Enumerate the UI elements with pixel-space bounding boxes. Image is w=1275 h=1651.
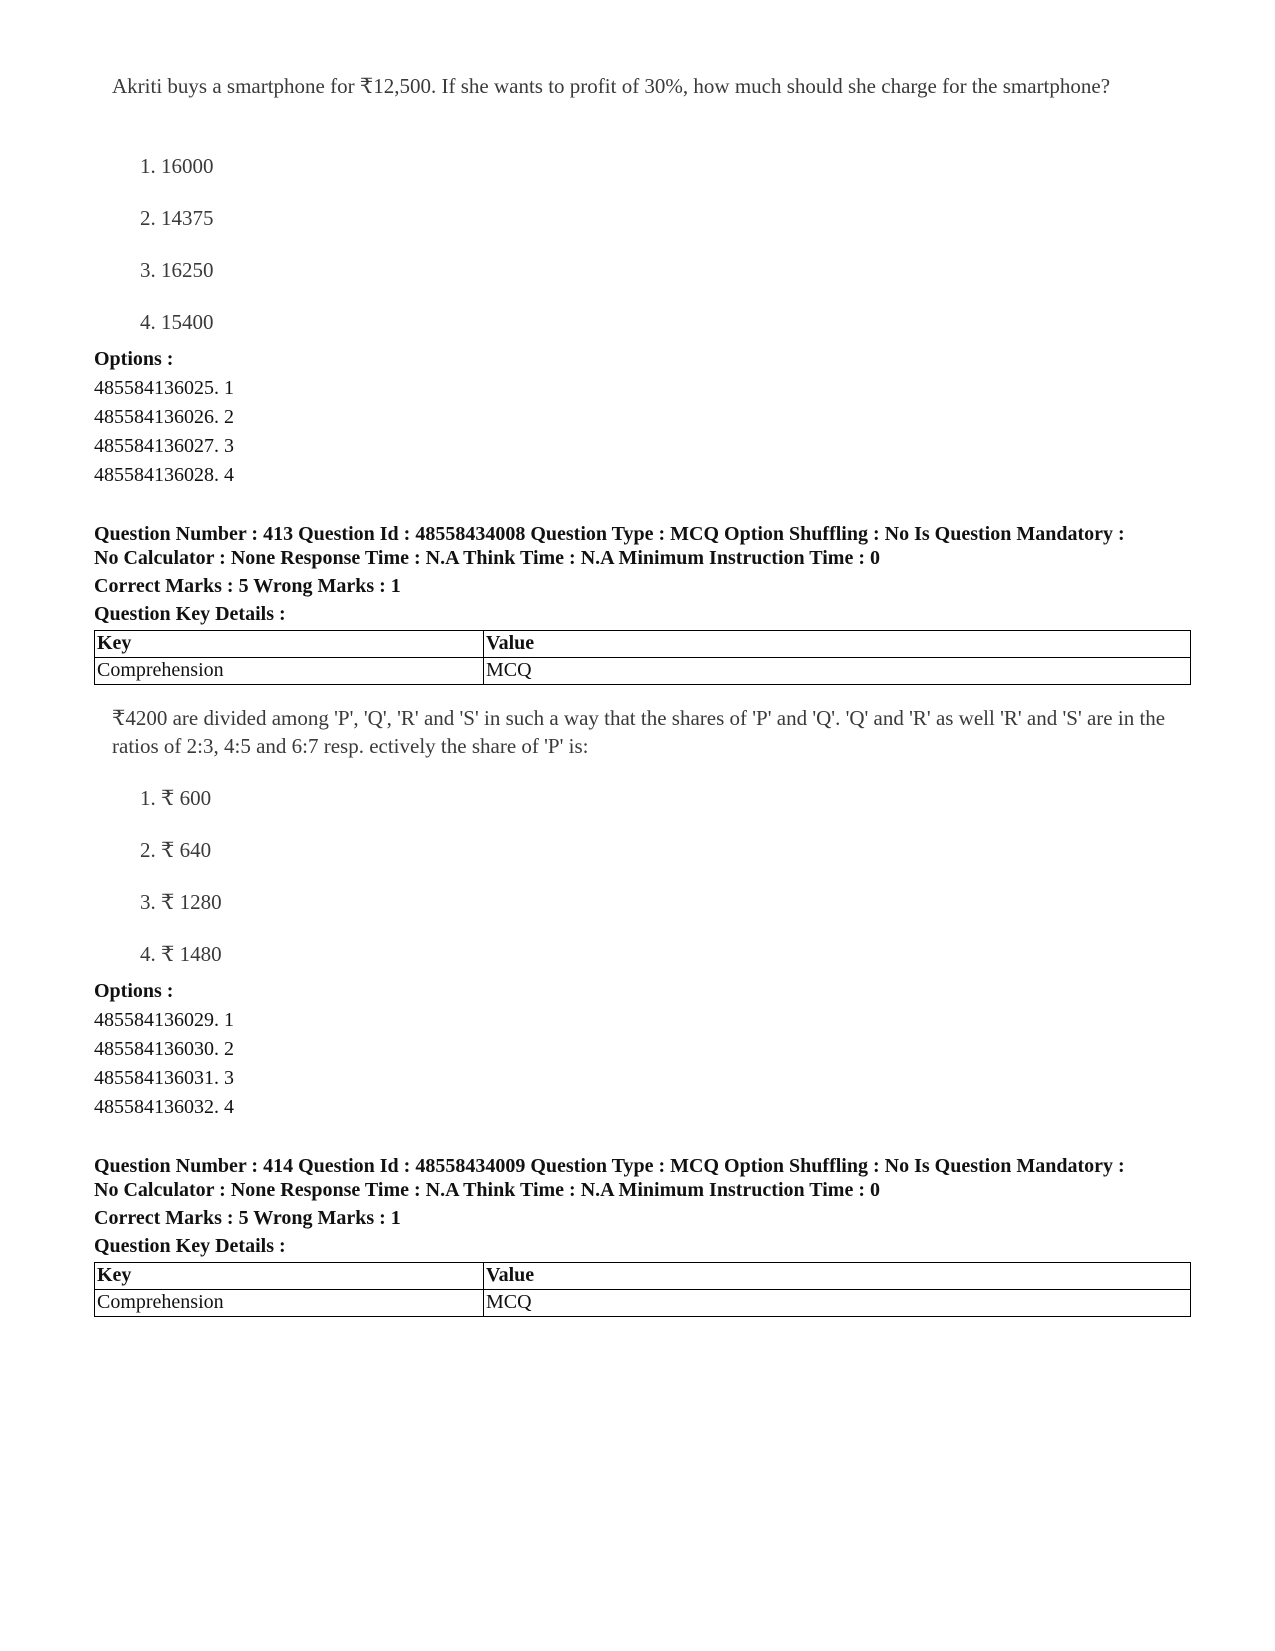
meta-line: No Calculator : None Response Time : N.A Think Time : N.A Minimum Instruction Time : 0 bbox=[94, 547, 880, 569]
key-details-label: Question Key Details : bbox=[94, 603, 286, 625]
choice-4: 4. 15400 bbox=[140, 310, 214, 334]
table-row bbox=[95, 631, 1191, 658]
meta-line: Question Number : 414 Question Id : 48558434009 Question Type : MCQ Option Shuffling : No Is Question Mandatory : bbox=[94, 1155, 1125, 1177]
choice-2: 2. ₹ 640 bbox=[140, 838, 212, 862]
question-text: Akriti buys a smartphone for ₹12,500. If she wants to profit of 30%, how much should she charge for the smartphone? bbox=[112, 74, 1111, 98]
options-label: Options : bbox=[94, 980, 174, 1002]
option-id: 485584136029. 1 bbox=[94, 1009, 234, 1031]
option-id: 485584136031. 3 bbox=[94, 1067, 234, 1089]
key-details-table-413 bbox=[94, 630, 1191, 685]
key-header: Key bbox=[95, 631, 484, 658]
key-details-table-414 bbox=[94, 1262, 1191, 1317]
option-id: 485584136028. 4 bbox=[94, 464, 234, 486]
meta-line: Question Number : 413 Question Id : 48558434008 Question Type : MCQ Option Shuffling : No Is Question Mandatory : bbox=[94, 523, 1125, 545]
marks-line: Correct Marks : 5 Wrong Marks : 1 bbox=[94, 1207, 401, 1229]
table-row bbox=[95, 1263, 1191, 1290]
key-details-label: Question Key Details : bbox=[94, 1235, 286, 1257]
options-list-412 bbox=[94, 345, 234, 490]
option-id: 485584136026. 2 bbox=[94, 406, 234, 428]
options-label: Options : bbox=[94, 348, 174, 370]
key-cell: Comprehension bbox=[95, 1290, 484, 1317]
choice-3: 3. 16250 bbox=[140, 258, 214, 282]
table-row bbox=[95, 1290, 1191, 1317]
choice-4: 4. ₹ 1480 bbox=[140, 942, 222, 966]
question-text: ₹4200 are divided among 'P', 'Q', 'R' and 'S' in such a way that the shares of 'P' and 'Q'. 'Q' and 'R' as well 'R' and 'S' are in the ratios of 2:3, 4:5 and 6:7 resp. ectively the share of 'P' is: bbox=[112, 706, 1166, 758]
key-cell: Comprehension bbox=[95, 658, 484, 685]
choice-1: 1. ₹ 600 bbox=[140, 786, 212, 810]
value-header: Value bbox=[484, 1263, 1191, 1290]
meta-line: No Calculator : None Response Time : N.A Think Time : N.A Minimum Instruction Time : 0 bbox=[94, 1179, 880, 1201]
marks-line: Correct Marks : 5 Wrong Marks : 1 bbox=[94, 575, 401, 597]
value-header: Value bbox=[484, 631, 1191, 658]
value-cell: MCQ bbox=[484, 658, 1191, 685]
choice-3: 3. ₹ 1280 bbox=[140, 890, 222, 914]
value-cell: MCQ bbox=[484, 1290, 1191, 1317]
options-list-413 bbox=[94, 977, 234, 1122]
option-id: 485584136027. 3 bbox=[94, 435, 234, 457]
choice-2: 2. 14375 bbox=[140, 206, 214, 230]
question-412-image bbox=[112, 72, 1172, 334]
question-413-image bbox=[112, 704, 1172, 966]
question-414-meta bbox=[94, 1154, 1204, 1258]
option-id: 485584136030. 2 bbox=[94, 1038, 234, 1060]
option-id: 485584136032. 4 bbox=[94, 1096, 234, 1118]
question-413-meta bbox=[94, 522, 1204, 626]
table-row bbox=[95, 658, 1191, 685]
choice-1: 1. 16000 bbox=[140, 154, 214, 178]
option-id: 485584136025. 1 bbox=[94, 377, 234, 399]
key-header: Key bbox=[95, 1263, 484, 1290]
